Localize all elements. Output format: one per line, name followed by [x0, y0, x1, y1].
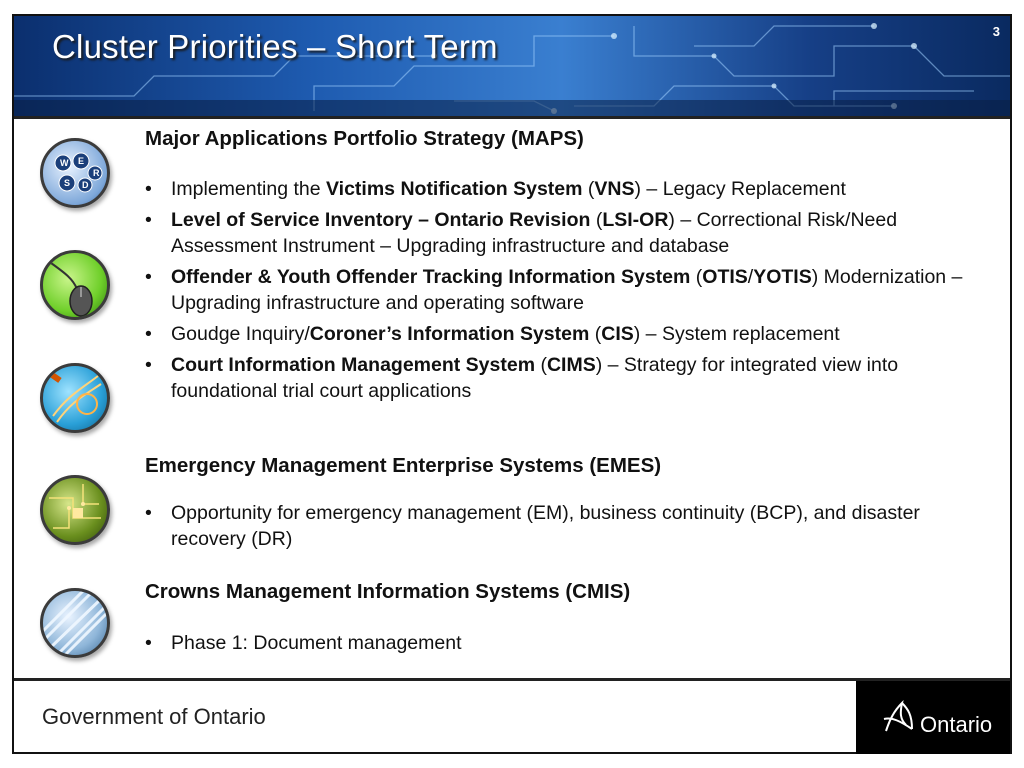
svg-text:S: S — [64, 178, 71, 188]
trillium-icon — [878, 699, 918, 739]
title-banner — [14, 16, 1010, 116]
icon-column — [14, 120, 134, 680]
list-item: • Court Information Management System (CIMS) – Strategy for integrated view into foundational trial court applications — [145, 352, 990, 404]
list-item: • Phase 1: Document management — [145, 630, 990, 656]
list-item: • Level of Service Inventory – Ontario Revision (LSI-OR) – Correctional Risk/Need Assessment Instrument – Upgrading infrastructure and database — [145, 207, 990, 259]
slide — [12, 14, 1012, 754]
list-item: • Offender & Youth Offender Tracking Information System (OTIS/YOTIS) Modernization – Upgrading infrastructure and operating software — [145, 264, 990, 316]
page-number: 3 — [992, 24, 1000, 39]
fiber-cable-icon — [40, 363, 110, 433]
svg-text:D: D — [82, 180, 89, 190]
circuit-board-icon — [40, 475, 110, 545]
maps-bullet-list — [145, 176, 990, 409]
section-heading-maps: Major Applications Portfolio Strategy (MAPS) — [145, 127, 584, 150]
section-heading-cmis: Crowns Management Information Systems (CMIS) — [145, 580, 631, 603]
svg-text:R: R — [93, 168, 100, 178]
network-cables-icon — [40, 588, 110, 658]
list-item: • Goudge Inquiry/Coroner’s Information System (CIS) – System replacement — [145, 321, 990, 347]
section-heading-emes: Emergency Management Enterprise Systems (EMES) — [145, 454, 662, 477]
mouse-icon — [40, 250, 110, 320]
cmis-bullet-list — [145, 630, 990, 661]
divider — [14, 116, 1010, 119]
government-of-ontario-text: Government of Ontario — [42, 704, 266, 729]
svg-text:E: E — [78, 156, 85, 166]
slide-title: Cluster Priorities – Short Term — [52, 28, 498, 65]
list-item: • Opportunity for emergency management (EM), business continuity (BCP), and disaster recovery (DR) — [145, 500, 990, 552]
list-item: • Implementing the Victims Notification System (VNS) – Legacy Replacement — [145, 176, 990, 202]
emes-bullet-list — [145, 500, 990, 557]
svg-text:W: W — [60, 158, 69, 168]
ontario-logo-text: Ontario — [920, 712, 993, 737]
ontario-logo — [856, 681, 1010, 754]
keyboard-icon — [40, 138, 110, 208]
